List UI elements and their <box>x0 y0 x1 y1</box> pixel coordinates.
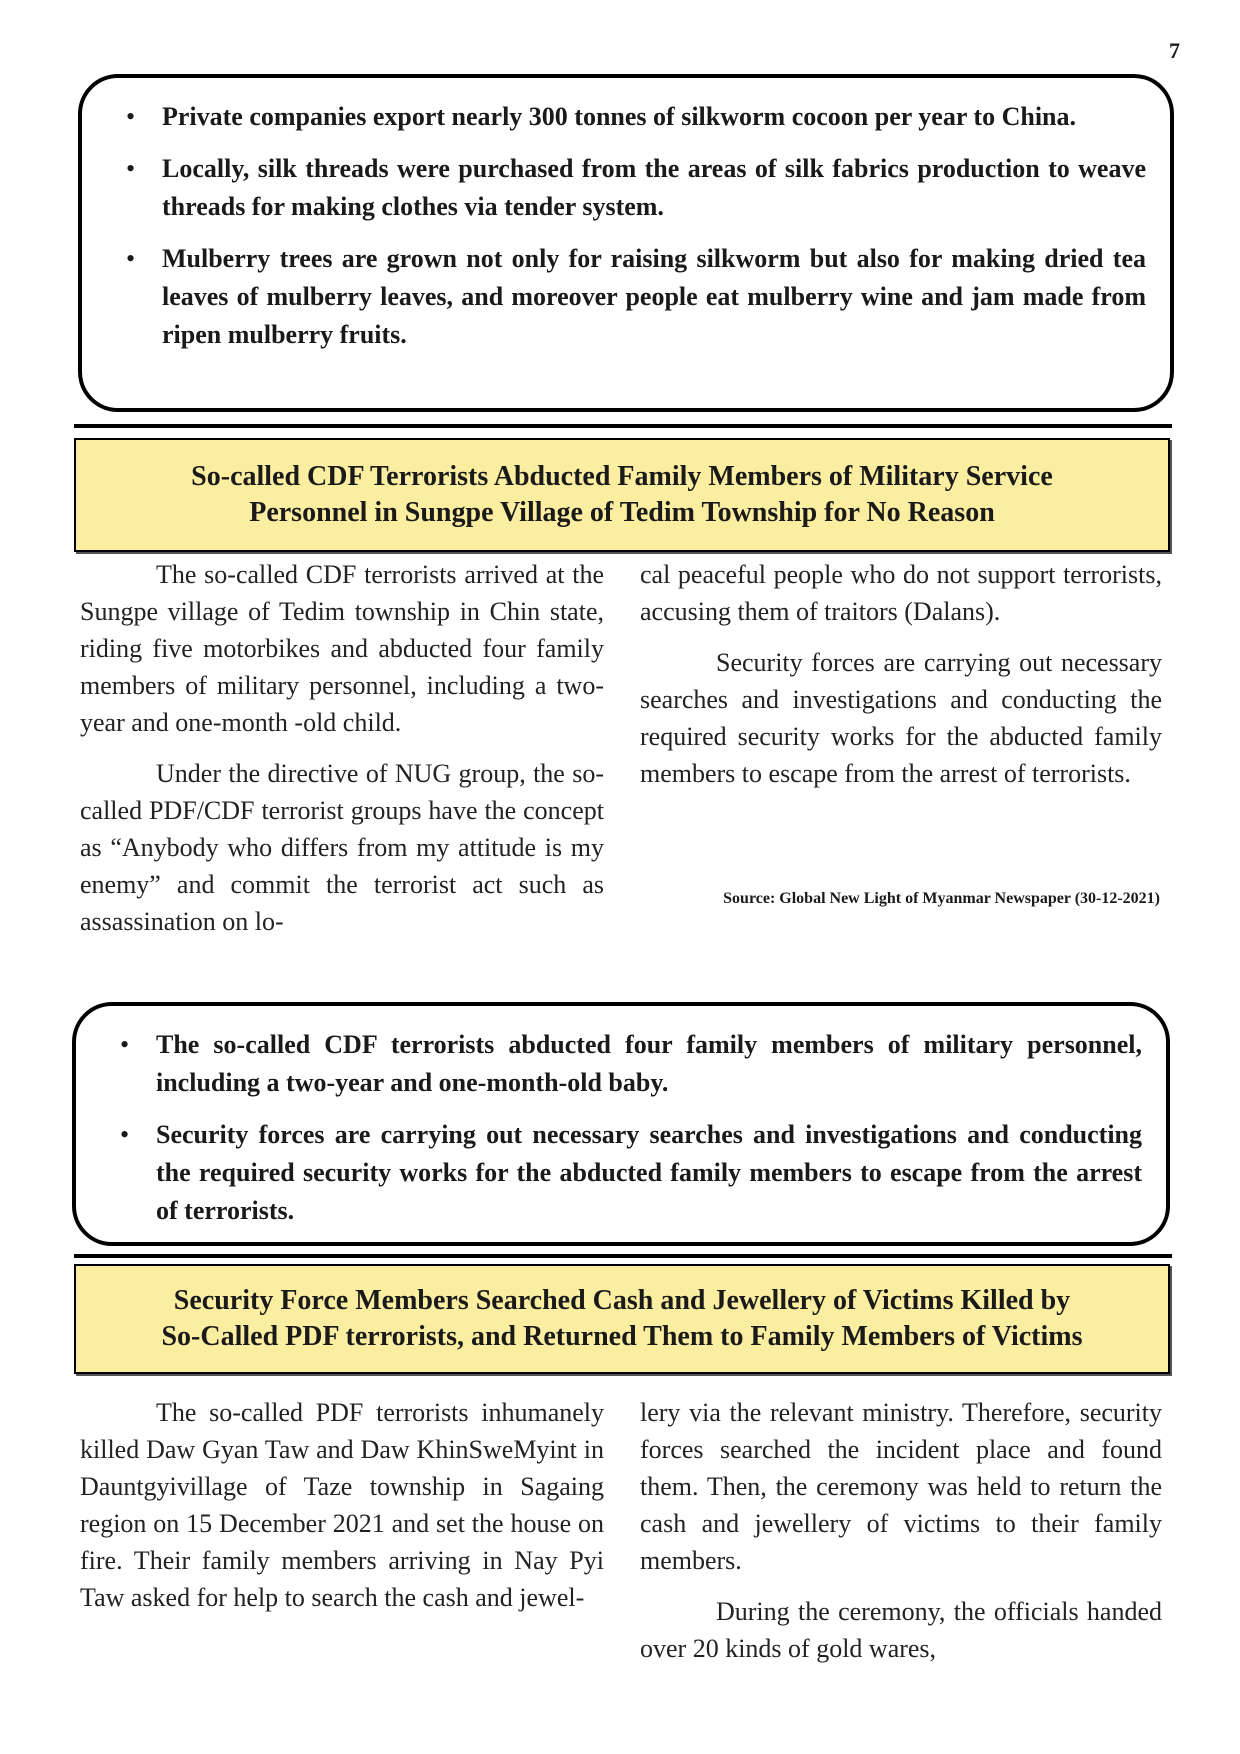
bullet-item: • Mulberry trees are grown not only for raising silkworm but also for making dried tea leaves of mulberry leaves, and moreover people eat mulberry wine and jam made from ripen mulberry fruits. <box>106 240 1146 354</box>
paragraph: lery via the relevant ministry. Therefore, security forces searched the incident place and found them. Then, the ceremony was held to return the cash and jewellery of victims to their family members. <box>640 1398 1162 1575</box>
paragraph: cal peaceful people who do not support terrorists, accusing them of traitors (Dalans). <box>640 560 1162 626</box>
paragraph: Under the directive of NUG group, the so-called PDF/CDF terrorist groups have the concept as “Anybody who differs from my attitude is my enemy” and commit the terrorist act such as assassination on lo- <box>80 759 604 936</box>
article-left-column <box>80 1394 604 1630</box>
divider-rule <box>74 1254 1172 1258</box>
article-right-column <box>640 1394 1162 1681</box>
bullet-list <box>100 1026 1142 1230</box>
divider-rule <box>74 424 1172 428</box>
bullet-item: • Security forces are carrying out necessary searches and investigations and conducting the required security works for the abducted family members to escape from the arrest of terrorists. <box>100 1116 1142 1230</box>
bullet-item: • Locally, silk threads were purchased from the areas of silk fabrics production to weave threads for making clothes via tender system. <box>106 150 1146 226</box>
paragraph: During the ceremony, the officials handed over 20 kinds of gold wares, <box>640 1597 1162 1663</box>
paragraph: Security forces are carrying out necessary searches and investigations and conducting the required security works for the abducted family members to escape from the arrest of terrorists. <box>640 648 1162 788</box>
bullet-item: • The so-called CDF terrorists abducted four family members of military personnel, including a two-year and one-month-old baby. <box>100 1026 1142 1102</box>
source-citation: Source: Global New Light of Myanmar Newspaper (30-12-2021) <box>723 890 1160 907</box>
article-headline <box>74 1264 1170 1374</box>
paragraph: The so-called PDF terrorists inhumanely killed Daw Gyan Taw and Daw KhinSweMyint in Dauntgyivillage of Taze township in Sagaing region on 15 December 2021 and set the house on fire. Their family members arriving in Nay Pyi Taw asked for help to search the cash and jewel- <box>80 1398 604 1612</box>
headline-text: So-called CDF Terrorists Abducted Family Members of Military Service Personnel in Sungpe Village of Tedim Township for No Reason <box>191 461 1053 528</box>
article-headline <box>74 438 1170 552</box>
page-number: 7 <box>1169 38 1180 63</box>
article-right-column <box>640 556 1162 806</box>
summary-box-abduction <box>72 1002 1170 1246</box>
article-left-column <box>80 556 604 954</box>
headline-text: Security Force Members Searched Cash and Jewellery of Victims Killed by So-Called PDF terrorists, and Returned Them to Family Members of Victims <box>161 1285 1083 1352</box>
bullet-item: • Private companies export nearly 300 tonnes of silkworm cocoon per year to China. <box>106 98 1146 136</box>
summary-box-silk <box>78 74 1174 412</box>
paragraph: The so-called CDF terrorists arrived at the Sungpe village of Tedim township in Chin state, riding five motorbikes and abducted four family members of military personnel, including a two-year and one-month -old child. <box>80 560 604 737</box>
bullet-list <box>106 98 1146 354</box>
